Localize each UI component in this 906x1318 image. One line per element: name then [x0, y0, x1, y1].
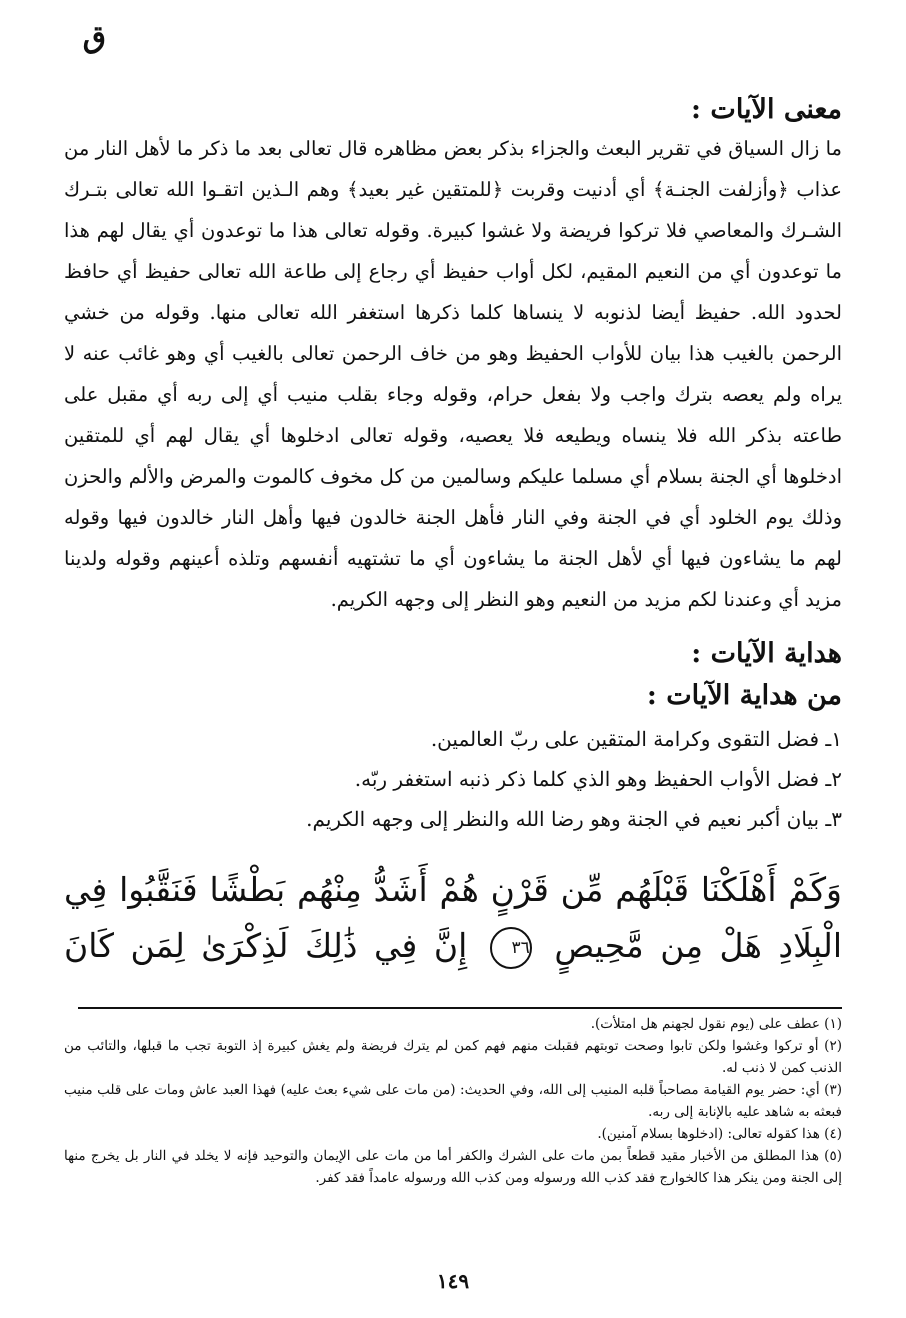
footnotes-list [64, 1013, 842, 1189]
footnote: (١) عطف على (يوم نقول لجهنم هل امتلأت). [590, 1016, 842, 1032]
footnote: (٤) هذا كقوله تعالى: (ادخلوها بسلام آمنين). [597, 1126, 842, 1142]
footnote: (٣) أي: حضر يوم القيامة مصاحباً قلبه المنيب إلى الله، وفي الحديث: (من مات على شيء بعث عليه) فهذا العبد عاش ومات على قلب منيب فبعثه به شاهد عليه بالإنابة إلى ربه. [64, 1082, 842, 1120]
quran-line-2-start: الْبِلَادِ هَلْ مِن مَّحِيصٍ [554, 926, 842, 965]
quran-line-2-end: إِنَّ فِي ذَٰلِكَ لَذِكْرَىٰ لِمَن كَانَ [64, 926, 468, 965]
footnote-divider [78, 1007, 842, 1009]
guidance-item: ١ـ فضل التقوى وكرامة المتقين على ربّ العالمين. [430, 727, 842, 751]
guidance-item: ٣ـ بيان أكبر نعيم في الجنة وهو رضا الله والنظر إلى وجهه الكريم. [306, 807, 842, 831]
quran-verse-block [64, 862, 842, 974]
meaning-heading: معنى الآيات : [691, 94, 842, 125]
footnote: (٥) هذا المطلق من الأخبار مقيد قطعاً بمن مات على الشرك والكفر أما من مات على الإيمان والتوحيد فإنه لا يخلد في النار بل يخرج منها إلى الجنة ومن ينكر هذا كالخوارج فقد كذب الله ورسوله ومن كذب الله ورسوله عامداً فقد كفر. [64, 1148, 842, 1186]
page-number: ١٤٩ [436, 1269, 470, 1293]
surah-letter-marker: ق [82, 20, 106, 55]
footnote: (٢) أو تركوا وغشوا ولكن تابوا وصحت توبتهم فقبلت منهم فهم كمن لم يترك فريضة ولم يغش كبيرة إذ التوبة تجب ما قبلها، والتائب من الذنب كمن لا ذنب له. [64, 1038, 842, 1076]
quran-line-2 [64, 918, 842, 974]
meaning-paragraph: ما زال السياق في تقرير البعث والجزاء بذكر بعض مظاهره قال تعالى بعد ما ذكر ما لأهل النار من عذاب ﴿وأزلفت الجنـة﴾ أي أدنيت وقربت ﴿للمتقين غير بعيد﴾ وهم الـذين اتقـوا الله تعالى بتـرك الشـرك والمعاصي فلا تركوا فريضة ولا غشوا كبيرة. وقوله تعالى هذا ما توعدون أي يقال لهم هذا ما توعدون أي من النعيم المقيم، لكل أواب حفيظ أي رجاع إلى طاعة الله تعالى حفيظ أي حافظ لحدود الله. حفيظ أيضا لذنوبه لا ينساها كلما ذكرها استغفر الله تعالى منها. وقوله من خشي الرحمن بالغيب هذا بيان للأواب الحفيظ وهو من خاف الرحمن تعالى بالغيب أي وهو غائب عنه لا يراه ولم يعصه بترك واجب ولا بفعل حرام، وقوله وجاء بقلب منيب أي إلى ربه أي مقبل على طاعته بذكر الله فلا ينساه ويطيعه فلا يعصيه، وقوله تعالى ادخلوها أي يقال لهم أي للمتقين ادخلوها أي الجنة بسلام أي مسلما عليكم وسالمين من كل مخوف كالموت والمرض والألم والحزن وذلك يوم الخلود أي في الجنة وفي النار فأهل الجنة خالدون فيها وأهل النار خالدون فيها وقوله لهم ما يشاءون فيها أي لأهل الجنة ما يشاءون أي ما تشتهيه أنفسهم وتلذه أعينهم وقوله ولدينا مزيد أي وعندنا لكم مزيد من النعيم وهو النظر إلى وجهه الكريم. [64, 137, 842, 611]
guidance-heading: هداية الآيات : [691, 638, 842, 669]
guidance-item: ٢ـ فضل الأواب الحفيظ وهو الذي كلما ذكر ذنبه استغفر ربّه. [354, 767, 842, 791]
guidance-subheading: من هداية الآيات : [646, 680, 842, 711]
guidance-list [64, 720, 842, 840]
ayah-number-marker: ٣٦ [490, 927, 532, 969]
quran-line-1: وَكَمْ أَهْلَكْنَا قَبْلَهُم مِّن قَرْنٍ هُمْ أَشَدُّ مِنْهُم بَطْشًا فَنَقَّبُوا فِي [64, 870, 842, 909]
